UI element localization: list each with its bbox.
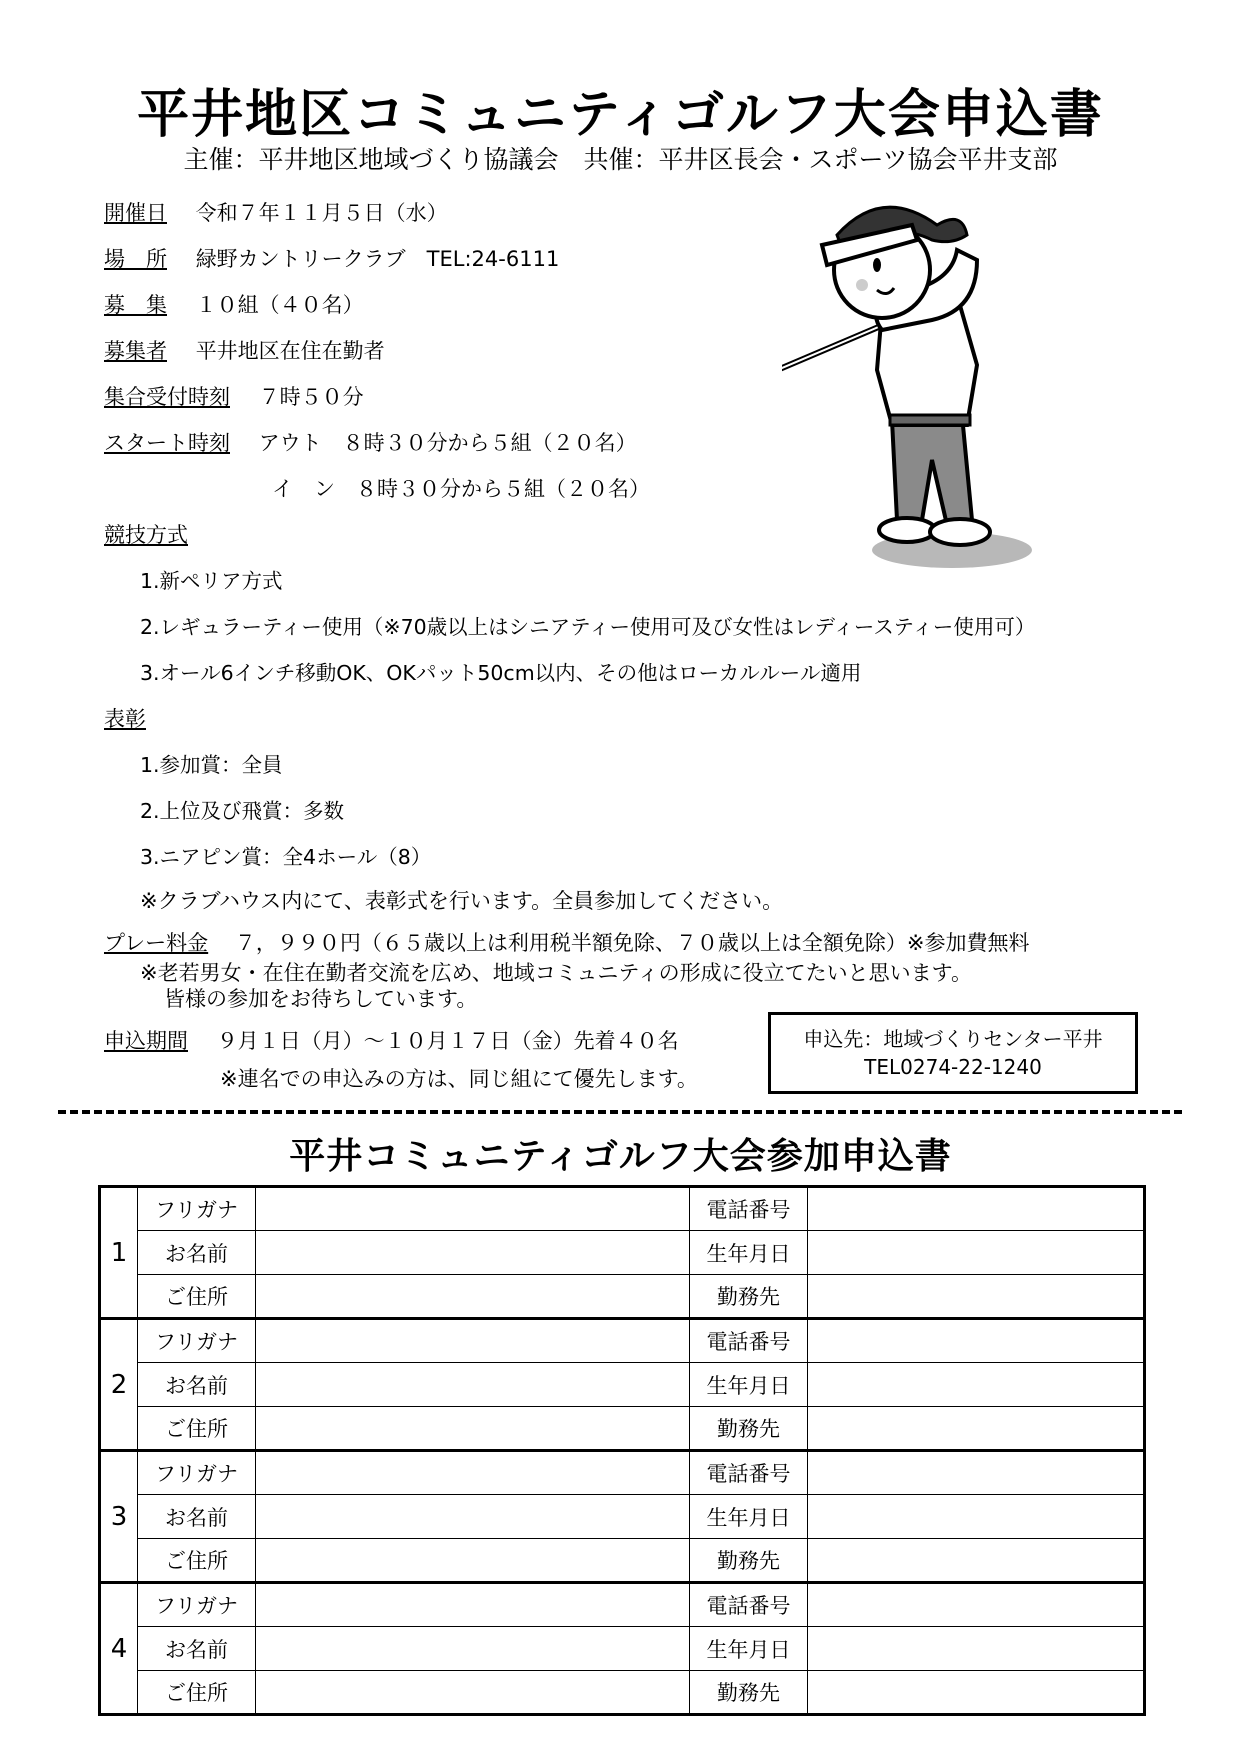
- table-row: [100, 1627, 1145, 1671]
- table-row: [100, 1231, 1145, 1275]
- field-label-left: ご住所: [138, 1539, 256, 1583]
- recruit-value: １０組（４０名）: [195, 293, 364, 317]
- field-label-right: 電話番号: [690, 1187, 808, 1231]
- eye: [873, 258, 881, 272]
- awards-note: ※クラブハウス内にて、表彰式を行います。全員参加してください。: [140, 889, 784, 913]
- rules-label-row: [104, 520, 188, 550]
- start-out: アウト ８時３０分から５組（２０名）: [258, 431, 637, 455]
- pants: [892, 415, 972, 525]
- venue-label: 場 所: [104, 247, 167, 271]
- field-label-right: 電話番号: [690, 1319, 808, 1363]
- rule-item: 2.レギュラーティー使用（※70歳以上はシニアティー使用可及び女性はレディースティー使用可）: [140, 615, 1036, 639]
- field-label-right: 電話番号: [690, 1451, 808, 1495]
- golfer-illustration: [782, 190, 1102, 600]
- fee-value: ７，９９０円（６５歳以上は利用税半額免除、７０歳以上は全額免除）※参加費無料: [234, 931, 1030, 955]
- input-cell-right[interactable]: [808, 1627, 1145, 1671]
- input-cell-left[interactable]: [256, 1275, 690, 1319]
- input-cell-right[interactable]: [808, 1187, 1145, 1231]
- eligible-label: 募集者: [104, 339, 167, 363]
- apply-label: 申込期間: [104, 1029, 188, 1053]
- cut-line: [58, 1110, 1182, 1114]
- awards-label-row: [104, 704, 146, 734]
- contact-line-1: 申込先：地域づくりセンター平井: [803, 1027, 1103, 1051]
- entry-number: 1: [100, 1187, 138, 1319]
- eligible-value: 平井地区在住在勤者: [195, 339, 385, 363]
- field-label-right: 電話番号: [690, 1583, 808, 1627]
- entry-number: 2: [100, 1319, 138, 1451]
- date-label: 開催日: [104, 201, 167, 225]
- field-label-left: お名前: [138, 1231, 256, 1275]
- venue-row: [104, 244, 559, 274]
- table-row: [100, 1407, 1145, 1451]
- award-item: 3.ニアピン賞：全4ホール（8）: [140, 845, 432, 869]
- input-cell-right[interactable]: [808, 1275, 1145, 1319]
- field-label-right: 生年月日: [690, 1495, 808, 1539]
- page-title: 平井地区コミュニティゴルフ大会申込書: [137, 85, 1104, 145]
- field-label-right: 生年月日: [690, 1627, 808, 1671]
- recruit-label: 募 集: [104, 293, 167, 317]
- input-cell-left[interactable]: [256, 1495, 690, 1539]
- input-cell-right[interactable]: [808, 1363, 1145, 1407]
- gather-row: [104, 382, 364, 412]
- table-row: [100, 1275, 1145, 1319]
- field-label-right: 生年月日: [690, 1363, 808, 1407]
- apply-value: ９月１日（月）～１０月１７日（金）先着４０名: [216, 1029, 679, 1053]
- field-label-left: フリガナ: [138, 1451, 256, 1495]
- fee-row: [104, 928, 1029, 958]
- start-row: [104, 428, 637, 458]
- input-cell-left[interactable]: [256, 1583, 690, 1627]
- field-label-right: 勤務先: [690, 1275, 808, 1319]
- entry-number: 4: [100, 1583, 138, 1715]
- eligible-row: [104, 336, 385, 366]
- field-label-right: 勤務先: [690, 1671, 808, 1715]
- gather-label: 集合受付時刻: [104, 385, 230, 409]
- application-form-table: [98, 1185, 1146, 1716]
- page-subtitle: 主催：平井地区地域づくり協議会 共催：平井区長会・スポーツ協会平井支部: [183, 145, 1058, 174]
- belt: [890, 415, 970, 425]
- input-cell-left[interactable]: [256, 1627, 690, 1671]
- rules-label: 競技方式: [104, 523, 188, 547]
- shoe-left: [879, 518, 935, 542]
- field-label-left: フリガナ: [138, 1187, 256, 1231]
- input-cell-right[interactable]: [808, 1495, 1145, 1539]
- cheek: [856, 279, 868, 291]
- start-label: スタート時刻: [104, 431, 230, 455]
- field-label-right: 勤務先: [690, 1539, 808, 1583]
- input-cell-left[interactable]: [256, 1671, 690, 1715]
- table-row: [100, 1539, 1145, 1583]
- venue-value: 緑野カントリークラブ TEL:24-6111: [195, 247, 560, 271]
- input-cell-right[interactable]: [808, 1319, 1145, 1363]
- field-label-right: 生年月日: [690, 1231, 808, 1275]
- input-cell-right[interactable]: [808, 1671, 1145, 1715]
- entry-number: 3: [100, 1451, 138, 1583]
- table-row: [100, 1583, 1145, 1627]
- date-value: 令和７年１１月５日（水）: [195, 201, 448, 225]
- field-label-left: お名前: [138, 1627, 256, 1671]
- apply-row: [104, 1026, 679, 1056]
- field-label-left: お名前: [138, 1495, 256, 1539]
- fee-label: プレー料金: [104, 931, 209, 955]
- input-cell-right[interactable]: [808, 1583, 1145, 1627]
- rule-item: 3.オール6インチ移動OK、OKパット50cm以内、その他はローカルルール適用: [140, 661, 862, 685]
- input-cell-left[interactable]: [256, 1407, 690, 1451]
- input-cell-right[interactable]: [808, 1451, 1145, 1495]
- table-row: [100, 1451, 1145, 1495]
- form-title: 平井コミュニティゴルフ大会参加申込書: [289, 1136, 952, 1177]
- field-label-left: お名前: [138, 1363, 256, 1407]
- input-cell-left[interactable]: [256, 1319, 690, 1363]
- shoe-right: [930, 519, 990, 545]
- award-item: 2.上位及び飛賞：多数: [140, 799, 345, 823]
- fee-note: ※老若男女・在住在勤者交流を広め、地域コミュニティの形成に役立てたいと思います。: [140, 961, 972, 985]
- field-label-left: フリガナ: [138, 1583, 256, 1627]
- table-row: [100, 1363, 1145, 1407]
- input-cell-right[interactable]: [808, 1407, 1145, 1451]
- start-in: イ ン ８時３０分から５組（２０名）: [272, 477, 650, 501]
- field-label-left: フリガナ: [138, 1319, 256, 1363]
- input-cell-left[interactable]: [256, 1451, 690, 1495]
- input-cell-left[interactable]: [256, 1363, 690, 1407]
- input-cell-left[interactable]: [256, 1539, 690, 1583]
- table-row: [100, 1319, 1145, 1363]
- apply-note: ※連名での申込みの方は、同じ組にて優先します。: [220, 1067, 698, 1091]
- award-item: 1.参加賞：全員: [140, 753, 283, 777]
- contact-line-2: TEL0274-22-1240: [864, 1055, 1042, 1079]
- input-cell-left[interactable]: [256, 1187, 690, 1231]
- input-cell-right[interactable]: [808, 1539, 1145, 1583]
- input-cell-right[interactable]: [808, 1231, 1145, 1275]
- date-row: [104, 198, 448, 228]
- field-label-left: ご住所: [138, 1275, 256, 1319]
- contact-box: [768, 1012, 1138, 1094]
- recruit-row: [104, 290, 364, 320]
- fee-note-2: 皆様の参加をお待ちしています。: [164, 987, 478, 1011]
- rule-item: 1.新ペリア方式: [140, 569, 283, 593]
- table-row: [100, 1187, 1145, 1231]
- field-label-left: ご住所: [138, 1407, 256, 1451]
- field-label-right: 勤務先: [690, 1407, 808, 1451]
- field-label-left: ご住所: [138, 1671, 256, 1715]
- gather-value: ７時５０分: [258, 385, 364, 409]
- table-row: [100, 1495, 1145, 1539]
- table-row: [100, 1671, 1145, 1715]
- input-cell-left[interactable]: [256, 1231, 690, 1275]
- awards-label: 表彰: [104, 707, 146, 731]
